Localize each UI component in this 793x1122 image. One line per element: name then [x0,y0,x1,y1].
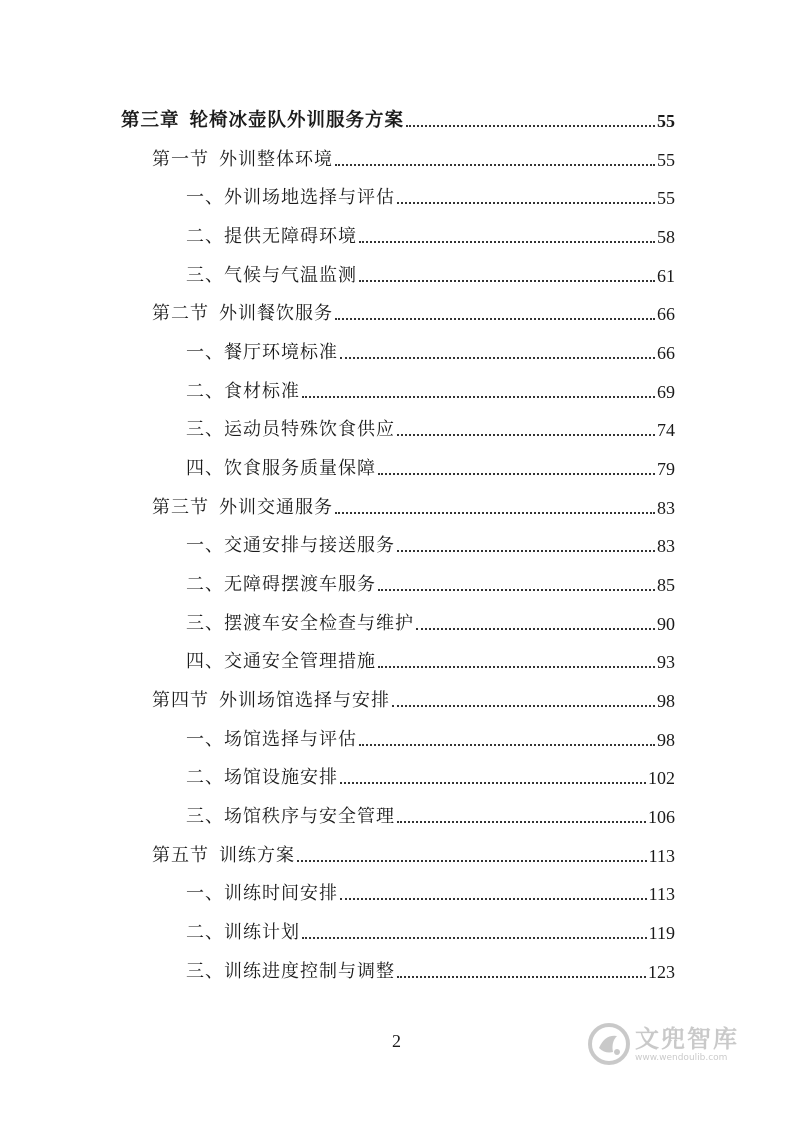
item-title: 二、训练计划 [186,922,300,943]
item-title: 一、餐厅环境标准 [186,342,338,363]
page-ref: 61 [657,266,675,286]
toc-item-5-2[interactable] [186,918,675,944]
page-ref: 113 [648,884,675,904]
toc-item-2-3[interactable] [186,415,675,441]
dot-leader [302,936,647,939]
dot-leader [359,743,655,746]
chapter-number: 第三章 [121,110,180,131]
toc-section-5[interactable] [152,841,675,867]
page-ref: 69 [657,382,675,402]
watermark [587,1020,757,1068]
dot-leader [335,163,655,166]
dot-leader [378,472,655,475]
page-ref: 102 [648,768,675,788]
section-number: 第二节 [152,303,209,324]
toc-chapter-3[interactable] [121,106,675,132]
section-number: 第五节 [152,845,209,866]
toc-section-3[interactable] [152,493,675,519]
section-title: 外训餐饮服务 [219,303,333,324]
item-title: 三、场馆秩序与安全管理 [186,806,395,827]
watermark-title: 文兜智库 [635,1025,739,1053]
section-number: 第四节 [152,690,209,711]
dot-leader [335,317,655,320]
dot-leader [397,433,655,436]
item-title: 四、饮食服务质量保障 [186,458,376,479]
page-ref: 119 [648,923,675,943]
section-number: 第一节 [152,149,209,170]
section-title: 外训交通服务 [219,497,333,518]
toc-item-4-2[interactable] [186,763,675,789]
dot-leader [378,588,655,591]
page-ref: 106 [648,807,675,827]
page-ref: 55 [657,111,675,131]
page-ref: 113 [648,846,675,866]
item-title: 二、场馆设施安排 [186,767,338,788]
toc-item-3-2[interactable] [186,570,675,596]
page-ref: 66 [657,343,675,363]
item-title: 二、食材标准 [186,381,300,402]
page-ref: 66 [657,304,675,324]
toc-item-2-1[interactable] [186,338,675,364]
item-title: 二、无障碍摆渡车服务 [186,574,376,595]
toc-section-2[interactable] [152,299,675,325]
item-title: 二、提供无障碍环境 [186,226,357,247]
toc-section-4[interactable] [152,686,675,712]
item-title: 一、场馆选择与评估 [186,729,357,750]
item-title: 一、外训场地选择与评估 [186,187,395,208]
page-ref: 93 [657,652,675,672]
toc-item-1-2[interactable] [186,222,675,248]
item-title: 三、气候与气温监测 [186,265,357,286]
chapter-title: 轮椅冰壶队外训服务方案 [189,110,405,131]
dot-leader [397,201,655,204]
page-ref: 74 [657,420,675,440]
dot-leader [297,859,647,862]
item-title: 三、运动员特殊饮食供应 [186,419,395,440]
dot-leader [340,897,647,900]
page-ref: 83 [657,498,675,518]
page-ref: 98 [657,730,675,750]
dot-leader [397,975,646,978]
dot-leader [406,124,655,127]
toc-item-5-1[interactable] [186,879,675,905]
dot-leader [397,820,646,823]
section-title: 训练方案 [219,845,295,866]
item-title: 三、摆渡车安全检查与维护 [186,613,414,634]
page-ref: 90 [657,614,675,634]
toc-item-4-3[interactable] [186,802,675,828]
toc-item-3-3[interactable] [186,609,675,635]
dot-leader [397,549,655,552]
toc-item-3-4[interactable] [186,647,675,673]
page-number: 2 [392,1031,401,1051]
item-title: 三、训练进度控制与调整 [186,961,395,982]
wendou-logo-icon [587,1022,631,1066]
page-ref: 55 [657,150,675,170]
toc-item-2-4[interactable] [186,454,675,480]
section-number: 第三节 [152,497,209,518]
dot-leader [392,704,655,707]
page-ref: 85 [657,575,675,595]
toc-item-2-2[interactable] [186,377,675,403]
toc-item-3-1[interactable] [186,531,675,557]
dot-leader [340,781,646,784]
toc-item-1-1[interactable] [186,183,675,209]
toc-item-1-3[interactable] [186,261,675,287]
dot-leader [378,665,655,668]
dot-leader [416,627,655,630]
dot-leader [302,395,655,398]
watermark-url: www.wendoulib.com [635,1053,728,1063]
item-title: 一、训练时间安排 [186,883,338,904]
page-ref: 98 [657,691,675,711]
item-title: 四、交通安全管理措施 [186,651,376,672]
section-title: 外训整体环境 [219,149,333,170]
toc-item-4-1[interactable] [186,725,675,751]
toc-item-5-3[interactable] [186,957,675,983]
page-ref: 79 [657,459,675,479]
dot-leader [340,356,655,359]
section-title: 外训场馆选择与安排 [219,690,390,711]
dot-leader [335,511,655,514]
page-ref: 83 [657,536,675,556]
item-title: 一、交通安排与接送服务 [186,535,395,556]
page-ref: 58 [657,227,675,247]
page-ref: 123 [648,962,675,982]
dot-leader [359,240,655,243]
dot-leader [359,279,655,282]
toc-section-1[interactable] [152,145,675,171]
page-ref: 55 [657,188,675,208]
